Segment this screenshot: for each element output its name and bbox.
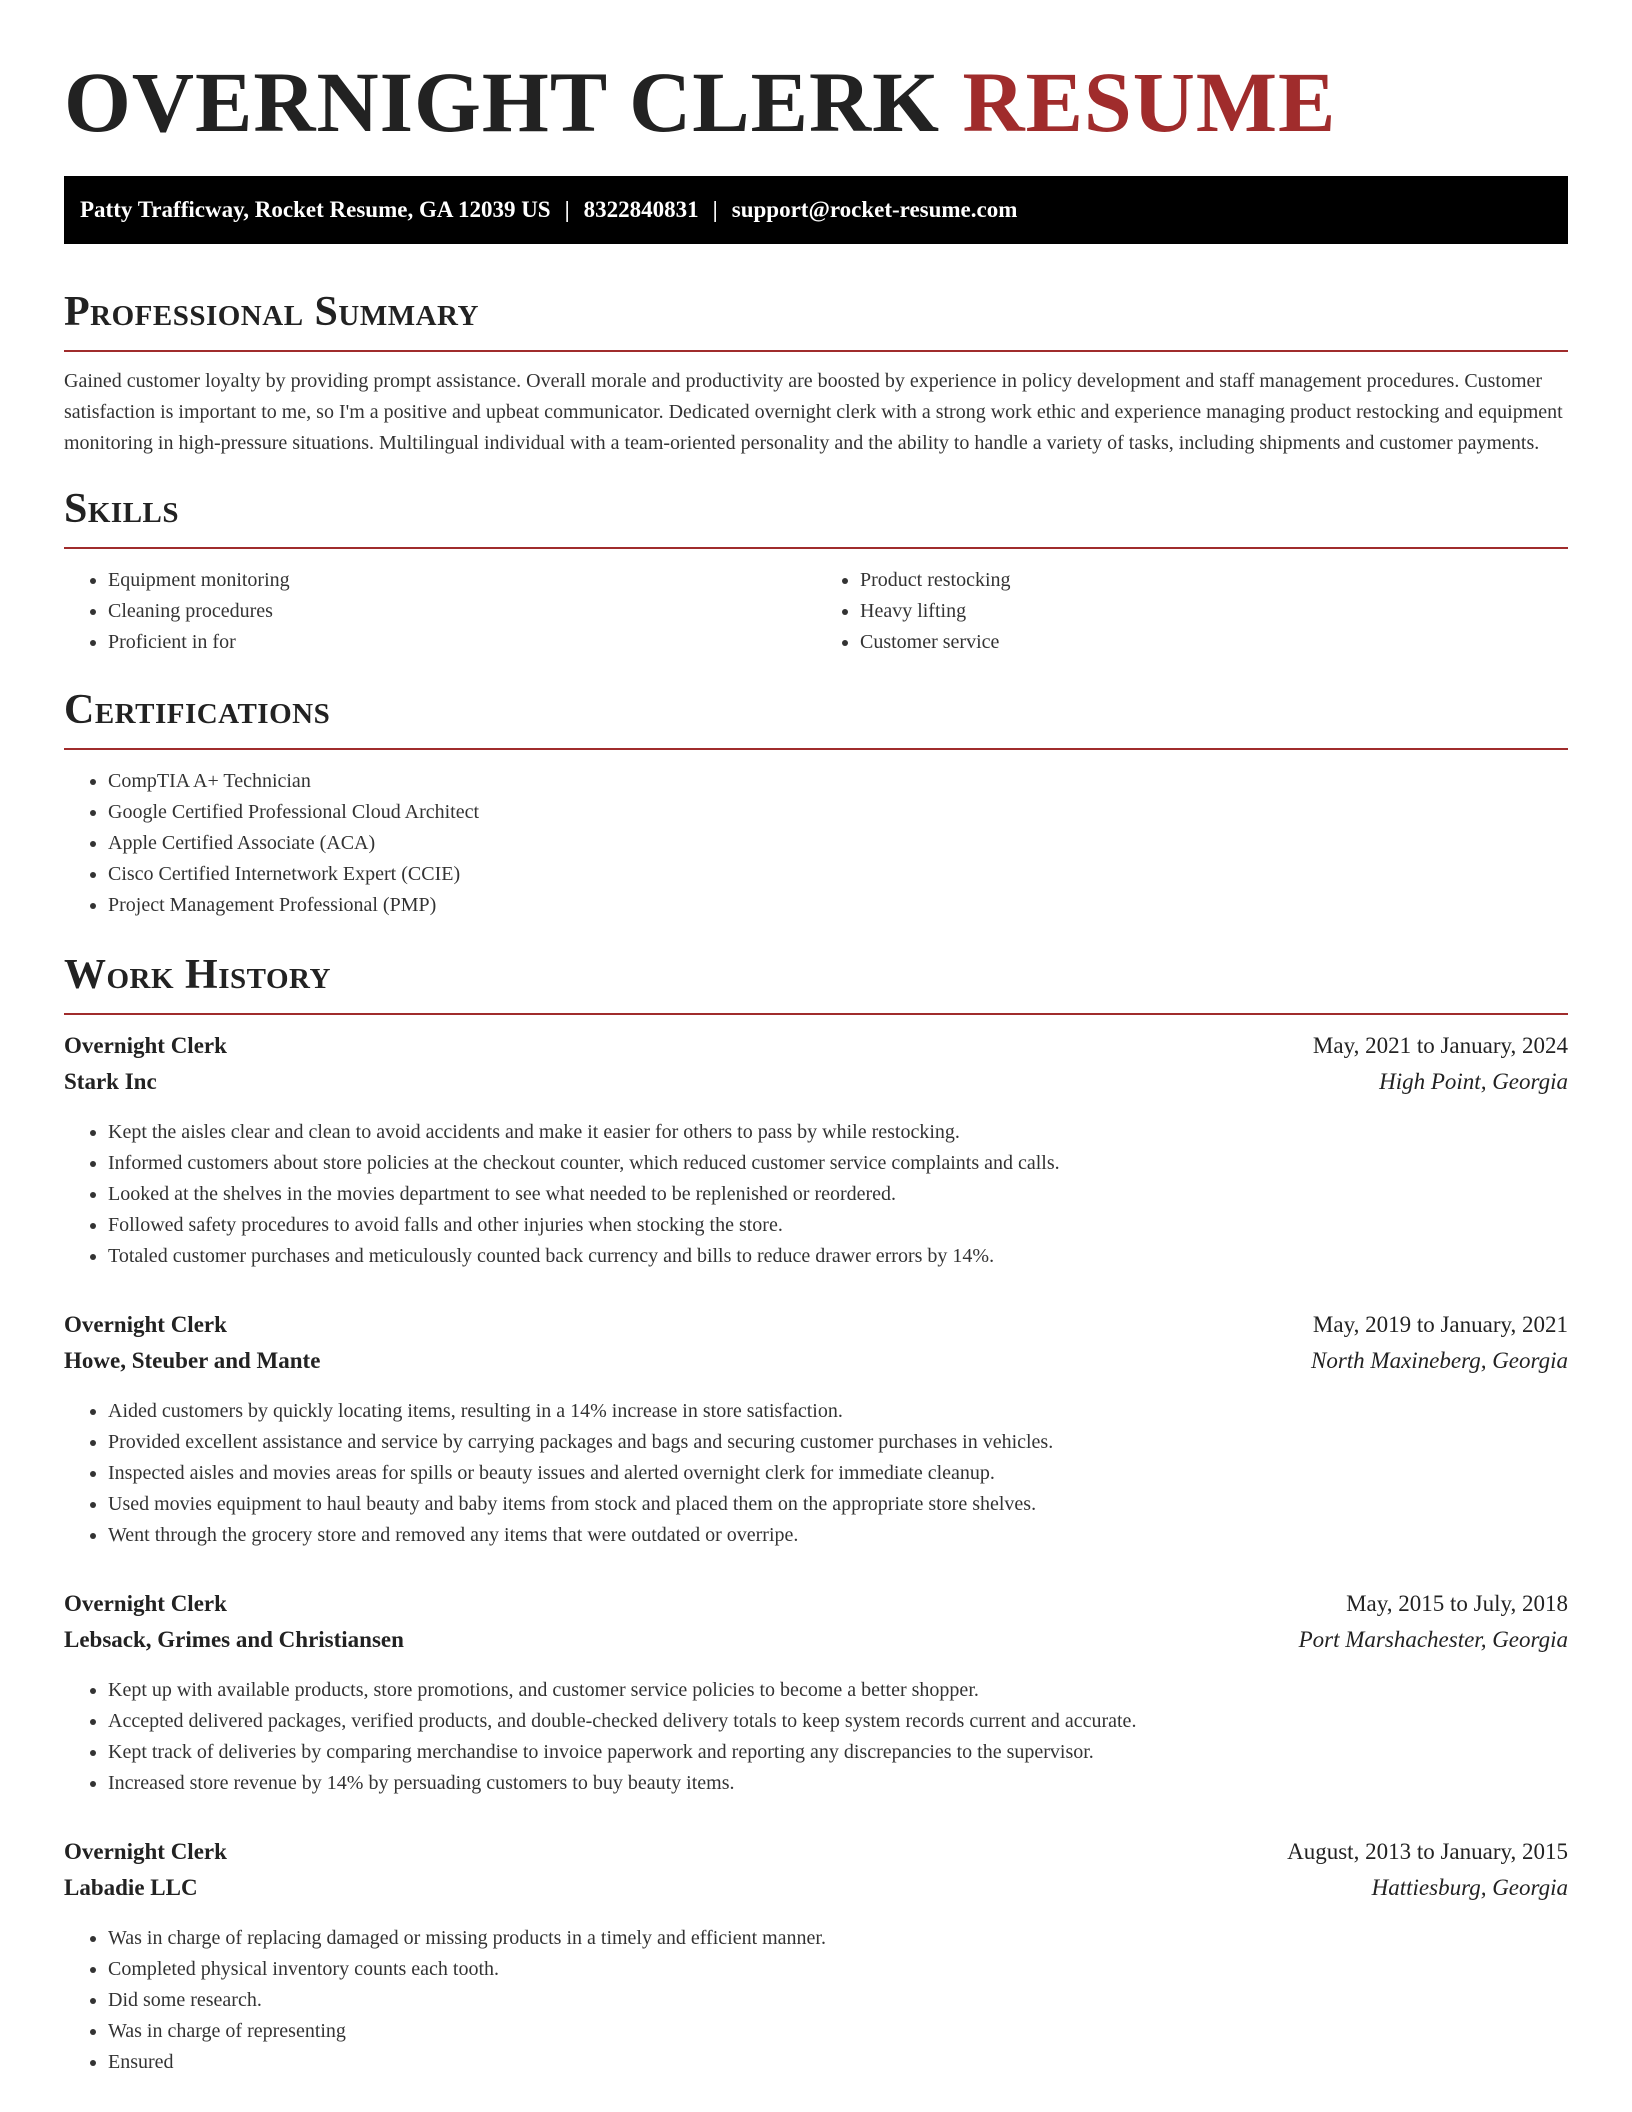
skills-columns <box>64 549 1568 658</box>
section-heading: Work History <box>64 949 1568 1015</box>
job-dates: May, 2021 to January, 2024 <box>1312 1033 1568 1058</box>
certification-item: • Apple Certified Associate (ACA) <box>108 828 1568 859</box>
skills-list-right <box>816 565 1568 658</box>
job-bullet: • Completed physical inventory counts each tooth. <box>108 1954 1568 1985</box>
job-bullet: • Kept the aisles clear and clean to avoid accidents and make it easier for others to pass by while restocking. <box>108 1117 1568 1148</box>
job-header-row <box>64 1033 1568 1069</box>
skill-item: • Proficient in for <box>108 627 816 658</box>
work-history-section <box>64 949 1568 2078</box>
contact-email: support@rocket-resume.com <box>731 197 1018 222</box>
job-bullet: • Informed customers about store policies at the checkout counter, which reduced customer service complaints and calls. <box>108 1148 1568 1179</box>
section-heading: Professional Summary <box>64 286 1568 352</box>
job-entry <box>64 1312 1568 1551</box>
job-bullet: • Totaled customer purchases and meticulously counted back currency and bills to reduce drawer errors by 14%. <box>108 1241 1568 1272</box>
job-title: Overnight Clerk <box>64 1312 227 1337</box>
job-bullet: • Accepted delivered packages, verified products, and double-checked delivery totals to keep system records current and accurate. <box>108 1706 1568 1737</box>
job-bullet: • Inspected aisles and movies areas for spills or beauty issues and alerted overnight clerk for immediate cleanup. <box>108 1458 1568 1489</box>
job-company-row <box>64 1627 1568 1663</box>
title-main: OVERNIGHT CLERK <box>64 54 940 150</box>
summary-text: Gained customer loyalty by providing prompt assistance. Overall morale and productivity are boosted by experience in policy development and staff management procedures. Customer satisfaction is important to me, so I'm a positive and upbeat communicator. Dedicated overnight clerk with a strong work ethic and experience managing product restocking and equipment monitoring in high-pressure situations. Multilingual individual with a team-oriented personality and the ability to handle a variety of tasks, including shipments and customer payments. <box>64 370 1563 454</box>
job-location: Hattiesburg, Georgia <box>1371 1875 1568 1900</box>
job-bullet: • Followed safety procedures to avoid falls and other injuries when stocking the store. <box>108 1210 1568 1241</box>
job-dates: May, 2019 to January, 2021 <box>1312 1312 1568 1337</box>
job-company-row <box>64 1348 1568 1384</box>
job-bullet: • Was in charge of replacing damaged or missing products in a timely and efficient manner. <box>108 1923 1568 1954</box>
job-company-row <box>64 1875 1568 1911</box>
contact-separator: | <box>712 197 718 222</box>
job-title: Overnight Clerk <box>64 1591 227 1616</box>
skill-item: • Product restocking <box>860 565 1568 596</box>
job-bullet: • Used movies equipment to haul beauty and baby items from stock and placed them on the appropriate store shelves. <box>108 1489 1568 1520</box>
skill-item: • Heavy lifting <box>860 596 1568 627</box>
job-title: Overnight Clerk <box>64 1033 227 1058</box>
skills-list-left <box>64 565 816 658</box>
job-location: North Maxineberg, Georgia <box>1310 1348 1568 1373</box>
title-accent: RESUME <box>962 54 1337 150</box>
certifications-section <box>64 684 1568 921</box>
certification-item: • CompTIA A+ Technician <box>108 766 1568 797</box>
job-dates: May, 2015 to July, 2018 <box>1346 1591 1568 1616</box>
job-bullet: • Increased store revenue by 14% by persuading customers to buy beauty items. <box>108 1768 1568 1799</box>
contact-separator: | <box>564 197 570 222</box>
job-bullet: • Ensured <box>108 2047 1568 2078</box>
job-bullet: • Kept up with available products, store promotions, and customer service policies to become a better shopper. <box>108 1675 1568 1706</box>
job-bullets <box>64 1675 1568 1799</box>
job-header-row <box>64 1312 1568 1348</box>
job-bullet: • Looked at the shelves in the movies department to see what needed to be replenished or reordered. <box>108 1179 1568 1210</box>
job-bullets <box>64 1117 1568 1272</box>
job-company-row <box>64 1069 1568 1105</box>
certification-item: • Project Management Professional (PMP) <box>108 890 1568 921</box>
resume-title <box>64 0 1568 174</box>
job-bullet: • Aided customers by quickly locating items, resulting in a 14% increase in store satisfaction. <box>108 1396 1568 1427</box>
contact-address: Patty Trafficway, Rocket Resume, GA 12039 US <box>80 197 551 222</box>
job-company: Lebsack, Grimes and Christiansen <box>64 1627 404 1652</box>
job-location: High Point, Georgia <box>1379 1069 1568 1094</box>
job-header-row <box>64 1839 1568 1875</box>
certification-item: • Cisco Certified Internetwork Expert (CCIE) <box>108 859 1568 890</box>
job-bullets <box>64 1923 1568 2078</box>
job-location: Port Marshachester, Georgia <box>1298 1627 1568 1652</box>
job-bullet: • Went through the grocery store and removed any items that were outdated or overripe. <box>108 1520 1568 1551</box>
certification-item: • Google Certified Professional Cloud Architect <box>108 797 1568 828</box>
skills-section <box>64 483 1568 658</box>
skill-item: • Cleaning procedures <box>108 596 816 627</box>
job-dates: August, 2013 to January, 2015 <box>1287 1839 1568 1864</box>
job-bullet: • Was in charge of representing <box>108 2016 1568 2047</box>
contact-phone: 8322840831 <box>583 197 699 222</box>
certifications-list <box>64 766 1568 921</box>
job-company: Howe, Steuber and Mante <box>64 1348 321 1373</box>
job-bullet: • Provided excellent assistance and service by carrying packages and bags and securing customer purchases in vehicles. <box>108 1427 1568 1458</box>
job-bullet: • Did some research. <box>108 1985 1568 2016</box>
section-heading: Certifications <box>64 684 1568 750</box>
job-title: Overnight Clerk <box>64 1839 227 1864</box>
job-company: Stark Inc <box>64 1069 157 1094</box>
job-bullets <box>64 1396 1568 1551</box>
job-company: Labadie LLC <box>64 1875 198 1900</box>
job-entry <box>64 1591 1568 1799</box>
skill-item: • Customer service <box>860 627 1568 658</box>
professional-summary-section <box>64 286 1568 459</box>
skill-item: • Equipment monitoring <box>108 565 816 596</box>
contact-bar <box>64 176 1568 244</box>
job-entry <box>64 1839 1568 2078</box>
job-entry <box>64 1033 1568 1272</box>
section-heading: Skills <box>64 483 1568 549</box>
job-bullet: • Kept track of deliveries by comparing merchandise to invoice paperwork and reporting any discrepancies to the supervisor. <box>108 1737 1568 1768</box>
job-header-row <box>64 1591 1568 1627</box>
